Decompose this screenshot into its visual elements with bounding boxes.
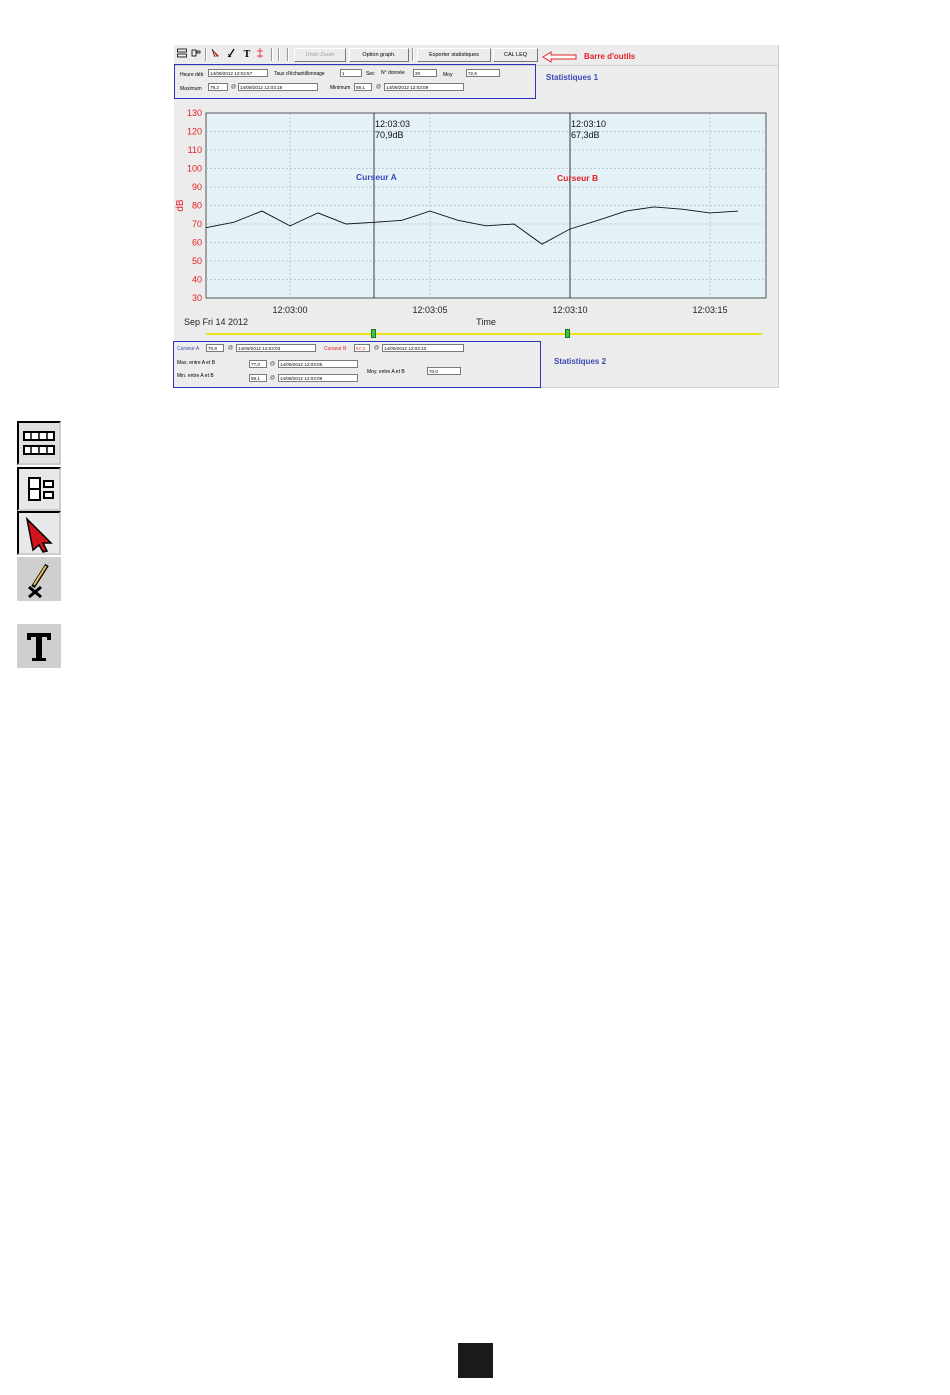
x-tick-label: 12:03:05 [412, 305, 448, 315]
stats-compact-icon [17, 467, 61, 511]
toolbar-arrow [542, 50, 578, 68]
cursor-b-value: 67,3dB [571, 130, 600, 140]
max-time-field[interactable]: 14/09/2012 12:03:15 [238, 83, 318, 91]
cursor-a-thumb[interactable] [371, 329, 376, 338]
taux-unit: Sec [366, 71, 375, 77]
min-ab-field[interactable]: 59,1 [249, 374, 267, 382]
pencil-erase-icon[interactable] [226, 48, 236, 61]
x-tick-label: 12:03:10 [552, 305, 588, 315]
stats2-annotation: Statistiques 2 [554, 357, 607, 366]
max-ab-label: Max. entre A et B [177, 360, 216, 366]
cursor-a-value: 70,9dB [375, 130, 404, 140]
max-ab-field[interactable]: 77,0 [249, 360, 267, 368]
line-chart[interactable] [174, 101, 778, 331]
max-label: Maximum [180, 86, 202, 92]
cursor-b-thumb[interactable] [565, 329, 570, 338]
min-ab-at: @ [270, 375, 276, 381]
y-tick-label: 100 [186, 163, 202, 174]
stats2-highlight-box [173, 341, 541, 388]
min-field[interactable]: 59,1 [354, 83, 372, 91]
max-field[interactable]: 79,2 [208, 83, 228, 91]
cursor-b-label: Curseur B [324, 346, 347, 352]
stats1-highlight-box [174, 64, 536, 99]
cursor-a-annotation: Curseur A [356, 172, 397, 182]
moy-label: Moy [443, 72, 453, 78]
text-icon [17, 624, 61, 668]
stats-compact-icon[interactable] [191, 48, 201, 61]
taux-label: Taux d'échantillonnage [274, 71, 325, 77]
undo-zoom-button[interactable]: Undo Zoom [294, 48, 346, 62]
toolbar [174, 45, 778, 66]
cursor-marker-icon[interactable] [256, 48, 264, 61]
min-ab-time-field[interactable]: 14/09/2012 12:03:09 [278, 374, 358, 382]
stats-full-icon[interactable] [177, 48, 187, 61]
y-tick-label: 60 [191, 237, 202, 248]
export-stats-button[interactable]: Exporter statistiques [417, 48, 491, 62]
y-tick-label: 70 [191, 219, 202, 229]
y-tick-label: 30 [191, 293, 202, 303]
cursor-b-time-field[interactable]: 14/09/2012 12:03:10 [382, 344, 464, 352]
stats-full-icon [17, 421, 61, 465]
x-tick-label: 12:03:15 [692, 305, 728, 315]
moy-field[interactable]: 72,6 [466, 69, 500, 77]
x-axis-label: Time [476, 317, 496, 327]
pointer-icon [17, 511, 61, 555]
text-icon[interactable]: T [243, 49, 251, 60]
option-graph-button[interactable]: Option graph. [349, 48, 409, 62]
min-at: @ [376, 84, 382, 90]
cursor-b-annotation: Curseur B [557, 173, 599, 183]
y-tick-label: 120 [186, 126, 202, 137]
moy-ab-label: Moy. entre A et B [367, 369, 405, 375]
max-ab-at: @ [270, 361, 276, 367]
y-axis-label: dB [175, 199, 186, 212]
stats1-annotation: Statistiques 1 [546, 73, 599, 82]
pencil-erase-icon [17, 557, 61, 601]
toolbar-annotation: Barre d'outils [584, 52, 636, 61]
max-at: @ [231, 84, 237, 90]
n-donnee-label: N° donnée [381, 70, 405, 76]
min-ab-label: Min. entre A et B [177, 373, 214, 379]
max-ab-time-field[interactable]: 14/09/2012 12:03:05 [278, 360, 358, 368]
cursor-a-time-field[interactable]: 14/09/2012 12:03:03 [236, 344, 316, 352]
date-label: Sep Fri 14 2012 [184, 317, 249, 327]
heure-deb-label: Heure déb [180, 72, 204, 78]
cursor-a-value-field[interactable]: 70,9 [206, 344, 224, 352]
page-number-box [458, 1343, 493, 1378]
cursor-a-time: 12:03:03 [375, 119, 411, 129]
cursor-a-at: @ [228, 345, 234, 351]
taux-field[interactable]: 1 [340, 69, 362, 77]
min-time-field[interactable]: 14/09/2012 12:03:09 [384, 83, 464, 91]
cal-leq-button[interactable]: CAL LEQ [493, 48, 538, 62]
x-tick-label: 12:03:00 [272, 305, 308, 315]
y-tick-label: 80 [191, 200, 202, 211]
moy-ab-field[interactable]: 70,0 [427, 367, 461, 375]
y-tick-label: 90 [191, 182, 202, 192]
n-donnee-field[interactable]: 20 [413, 69, 437, 77]
y-tick-label: 110 [187, 145, 202, 155]
cursor-a-label: Curseur A [177, 346, 200, 352]
pointer-icon[interactable] [211, 48, 221, 61]
chart-area [174, 101, 778, 331]
heure-deb-field[interactable]: 14/09/2012 12:02:57 [208, 69, 268, 77]
cursor-b-value-field[interactable]: 67,3 [354, 344, 370, 352]
y-tick-label: 50 [191, 256, 202, 266]
y-tick-label: 40 [191, 274, 202, 285]
cursor-slider[interactable] [206, 333, 762, 335]
cursor-b-at: @ [374, 345, 380, 351]
y-tick-label: 130 [186, 108, 202, 118]
cursor-b-time: 12:03:10 [571, 119, 607, 129]
min-label: Minimum [330, 85, 351, 91]
